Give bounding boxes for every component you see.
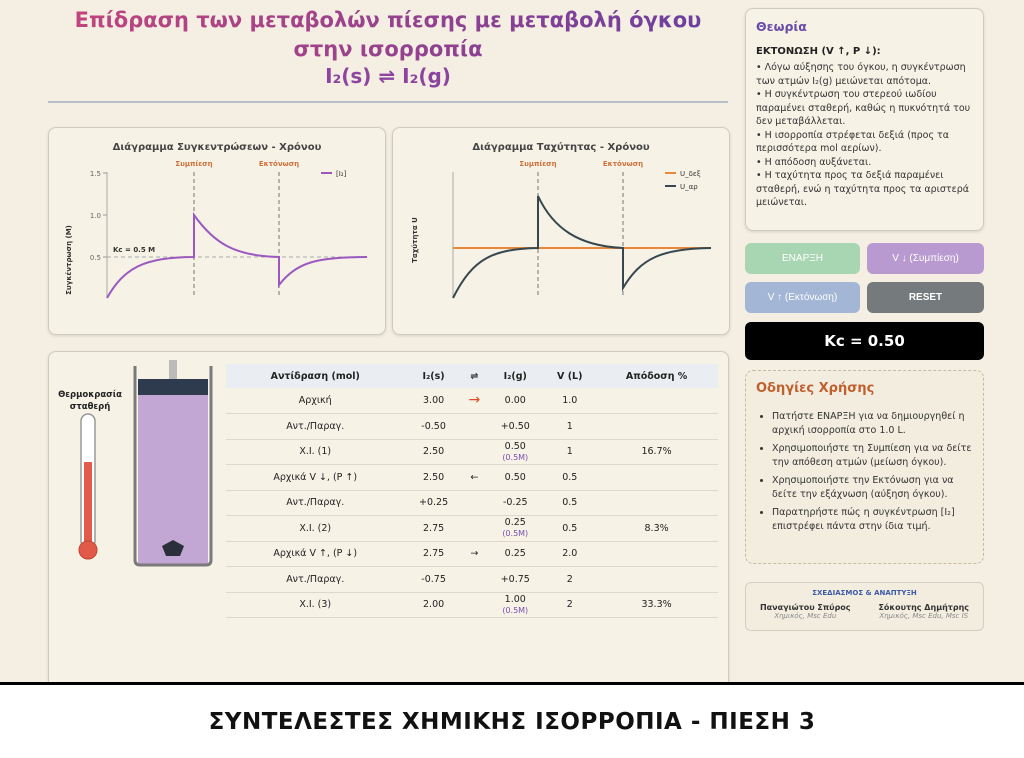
cell-reaction: Αντ./Παραγ.	[226, 490, 404, 516]
cell-reaction: Αρχικά V ↑, (P ↓)	[226, 541, 404, 567]
conc-expand-label: Εκτόνωση	[258, 160, 300, 168]
cell-volume: 2.0	[544, 541, 595, 567]
conc-ytick-1: 1.5	[89, 170, 101, 178]
rate-legend-rev: U_αρ	[680, 183, 698, 191]
cell-yield	[595, 414, 718, 440]
concentration-chart-title: Διάγραμμα Συγκεντρώσεων - Χρόνου	[112, 142, 322, 153]
cell-volume: 1	[544, 414, 595, 440]
thermometer-label: Θερμοκρασία σταθερή	[58, 390, 122, 412]
cell-arrow	[463, 592, 486, 618]
theory-bullet: • Η συγκέντρωση του στερεού ιωδίου παραμένει σταθερή, καθώς η πυκνότητά του δεν μεταβάλλεται.	[756, 89, 971, 127]
cell-solid: +0.25	[404, 490, 462, 516]
cell-gas: -0.25	[486, 490, 544, 516]
theory-bullets	[756, 61, 973, 210]
cell-arrow	[463, 516, 486, 542]
reset-button[interactable]: RESET	[867, 282, 984, 313]
cell-volume: 0.5	[544, 490, 595, 516]
cell-reaction: Αρχική	[226, 388, 404, 414]
cell-yield: 8.3%	[595, 516, 718, 542]
cell-arrow	[463, 490, 486, 516]
credits-heading: ΣΧΕΔΙΑΣΜΟΣ & ΑΝΑΠΤΥΞΗ	[812, 589, 917, 597]
table-row	[226, 414, 718, 440]
cell-yield	[595, 490, 718, 516]
cell-yield	[595, 567, 718, 593]
th-yield: Απόδοση %	[595, 364, 718, 388]
table-row	[226, 490, 718, 516]
instructions-title: Οδηγίες Χρήσης	[756, 381, 875, 396]
cell-solid: 2.75	[404, 541, 462, 567]
cell-solid: 2.50	[404, 465, 462, 491]
cell-gas: 0.00	[486, 388, 544, 414]
cell-reaction: Αρχικά V ↓, (P ↑)	[226, 465, 404, 491]
cell-arrow	[463, 439, 486, 465]
cell-solid: 3.00	[404, 388, 462, 414]
credit-name-2: Σόκουτης Δημήτρης	[878, 603, 970, 612]
cell-yield	[595, 388, 718, 414]
theory-bullet: • Η ισορροπία στρέφεται δεξιά (προς τα περισσότερα mol αερίων).	[756, 129, 950, 154]
instruction-item: • Πατήστε ΕΝΑΡΞΗ για να δημιουργηθεί η αρχική ισορροπία στο 1.0 L.	[772, 410, 973, 438]
rate-compress-label: Συμπίεση	[519, 160, 557, 168]
theory-title: Θεωρία	[756, 19, 807, 34]
table-row	[226, 388, 718, 414]
cell-volume: 1.0	[544, 388, 595, 414]
table-row	[226, 516, 718, 542]
cell-solid: 2.00	[404, 592, 462, 618]
thermometer	[70, 412, 110, 572]
cell-reaction: Χ.Ι. (1)	[226, 439, 404, 465]
cell-volume: 2	[544, 592, 595, 618]
cell-gas: 0.25 (0.5M)	[486, 516, 544, 542]
rate-chart	[393, 128, 731, 336]
table-row	[226, 592, 718, 618]
cell-reaction: Χ.Ι. (2)	[226, 516, 404, 542]
cell-gas: 0.50 (0.5M)	[486, 439, 544, 465]
cell-solid: 2.50	[404, 439, 462, 465]
credit-name-1: Παναγιώτου Σπύρος	[759, 603, 851, 612]
rate-chart-panel	[392, 127, 730, 335]
instructions-list	[756, 410, 973, 534]
cell-volume: 1	[544, 439, 595, 465]
cell-gas: 1.00 (0.5M)	[486, 592, 544, 618]
table-row	[226, 465, 718, 491]
conc-ylabel: Συγκέντρωση (M)	[65, 225, 73, 295]
page-title: Επίδραση των μεταβολών πίεσης με μεταβολή όγκου στην ισορροπία	[48, 6, 728, 64]
title-divider	[48, 101, 728, 103]
cell-gas: +0.75	[486, 567, 544, 593]
table-row	[226, 567, 718, 593]
concentration-chart-panel	[48, 127, 386, 335]
conc-legend-label: [I₂]	[336, 170, 347, 178]
cell-arrow: →	[463, 388, 486, 414]
rate-legend-fwd: U_δεξ	[680, 170, 701, 178]
instructions-panel	[745, 370, 984, 564]
concentration-chart	[49, 128, 387, 336]
cell-arrow	[463, 567, 486, 593]
cell-yield	[595, 541, 718, 567]
cell-volume: 0.5	[544, 465, 595, 491]
theory-bullet: • Η ταχύτητα προς τα δεξιά παραμένει σταθερή, ενώ η ταχύτητα προς τα αριστερά μειώνεται.	[756, 170, 970, 208]
compress-button[interactable]: V ↓ (Συμπίεση)	[867, 243, 984, 274]
cell-arrow: ←	[463, 465, 486, 491]
reaction-equation: I₂(s) ⇌ I₂(g)	[325, 64, 451, 88]
rate-expand-label: Εκτόνωση	[602, 160, 644, 168]
conc-compress-label: Συμπίεση	[175, 160, 213, 168]
instruction-item: • Χρησιμοποιήστε την Εκτόνωση για να δείτε την εξάχνωση (αύξηση όγκου).	[772, 474, 973, 502]
instruction-item: • Παρατηρήστε πώς η συγκέντρωση [I₂] επιστρέφει πάντα στην ίδια τιμή.	[772, 506, 973, 534]
equilibrium-table	[226, 364, 718, 618]
theory-bullet: • Λόγω αύξησης του όγκου, η συγκέντρωση των ατμών I₂(g) μειώνεται απότομα.	[756, 62, 966, 87]
cell-yield: 33.3%	[595, 592, 718, 618]
rate-chart-title: Διάγραμμα Ταχύτητας - Χρόνου	[472, 142, 650, 153]
footer-caption: ΣΥΝΤΕΛΕΣΤΕΣ ΧΗΜΙΚΗΣ ΙΣΟΡΡΟΠΙΑ - ΠΙΕΣΗ 3	[0, 682, 1024, 758]
table-row	[226, 439, 718, 465]
cell-solid: -0.75	[404, 567, 462, 593]
cell-yield: 16.7%	[595, 439, 718, 465]
kc-display: Kc = 0.50	[745, 322, 984, 360]
kc-line-label: Kc = 0.5 M	[113, 246, 156, 254]
theory-bullet: • Η απόδοση αυξάνεται.	[756, 156, 872, 168]
start-button[interactable]: ΕΝΑΡΞΗ	[745, 243, 860, 274]
piston-rod	[169, 360, 177, 380]
expand-button[interactable]: V ↑ (Εκτόνωση)	[745, 282, 860, 313]
th-reaction: Αντίδραση (mol)	[226, 364, 404, 388]
theory-subtitle: ΕΚΤΟΝΩΣΗ (V ↑, P ↓):	[756, 46, 881, 57]
cell-reaction: Χ.Ι. (3)	[226, 592, 404, 618]
credits-panel	[745, 582, 984, 631]
cell-gas: 0.50	[486, 465, 544, 491]
conc-ytick-3: 0.5	[89, 254, 101, 262]
cell-reaction: Αντ./Παραγ.	[226, 567, 404, 593]
credit-role-1: Χημικός, Msc Edu	[774, 612, 837, 620]
cell-reaction: Αντ./Παραγ.	[226, 414, 404, 440]
instruction-item: • Χρησιμοποιήστε τη Συμπίεση για να δείτε την απόθεση ατμών (μείωση όγκου).	[772, 442, 973, 470]
cell-volume: 2	[544, 567, 595, 593]
th-volume: V (L)	[544, 364, 595, 388]
th-arrow: ⇌	[463, 364, 486, 388]
cell-solid: -0.50	[404, 414, 462, 440]
cell-volume: 0.5	[544, 516, 595, 542]
conc-ytick-2: 1.0	[89, 212, 101, 220]
table-row	[226, 541, 718, 567]
cell-yield	[595, 465, 718, 491]
cell-solid: 2.75	[404, 516, 462, 542]
cell-arrow: →	[463, 541, 486, 567]
th-solid: I₂(s)	[404, 364, 462, 388]
credit-role-2: Χημικός, Msc Edu, Msc IS	[879, 612, 969, 620]
rate-ylabel: Ταχύτητα U	[411, 217, 419, 263]
cell-arrow	[463, 414, 486, 440]
piston-head	[138, 379, 208, 395]
theory-panel	[745, 8, 984, 231]
piston-cylinder	[132, 360, 214, 570]
cell-gas: +0.50	[486, 414, 544, 440]
th-gas: I₂(g)	[486, 364, 544, 388]
cell-gas: 0.25	[486, 541, 544, 567]
